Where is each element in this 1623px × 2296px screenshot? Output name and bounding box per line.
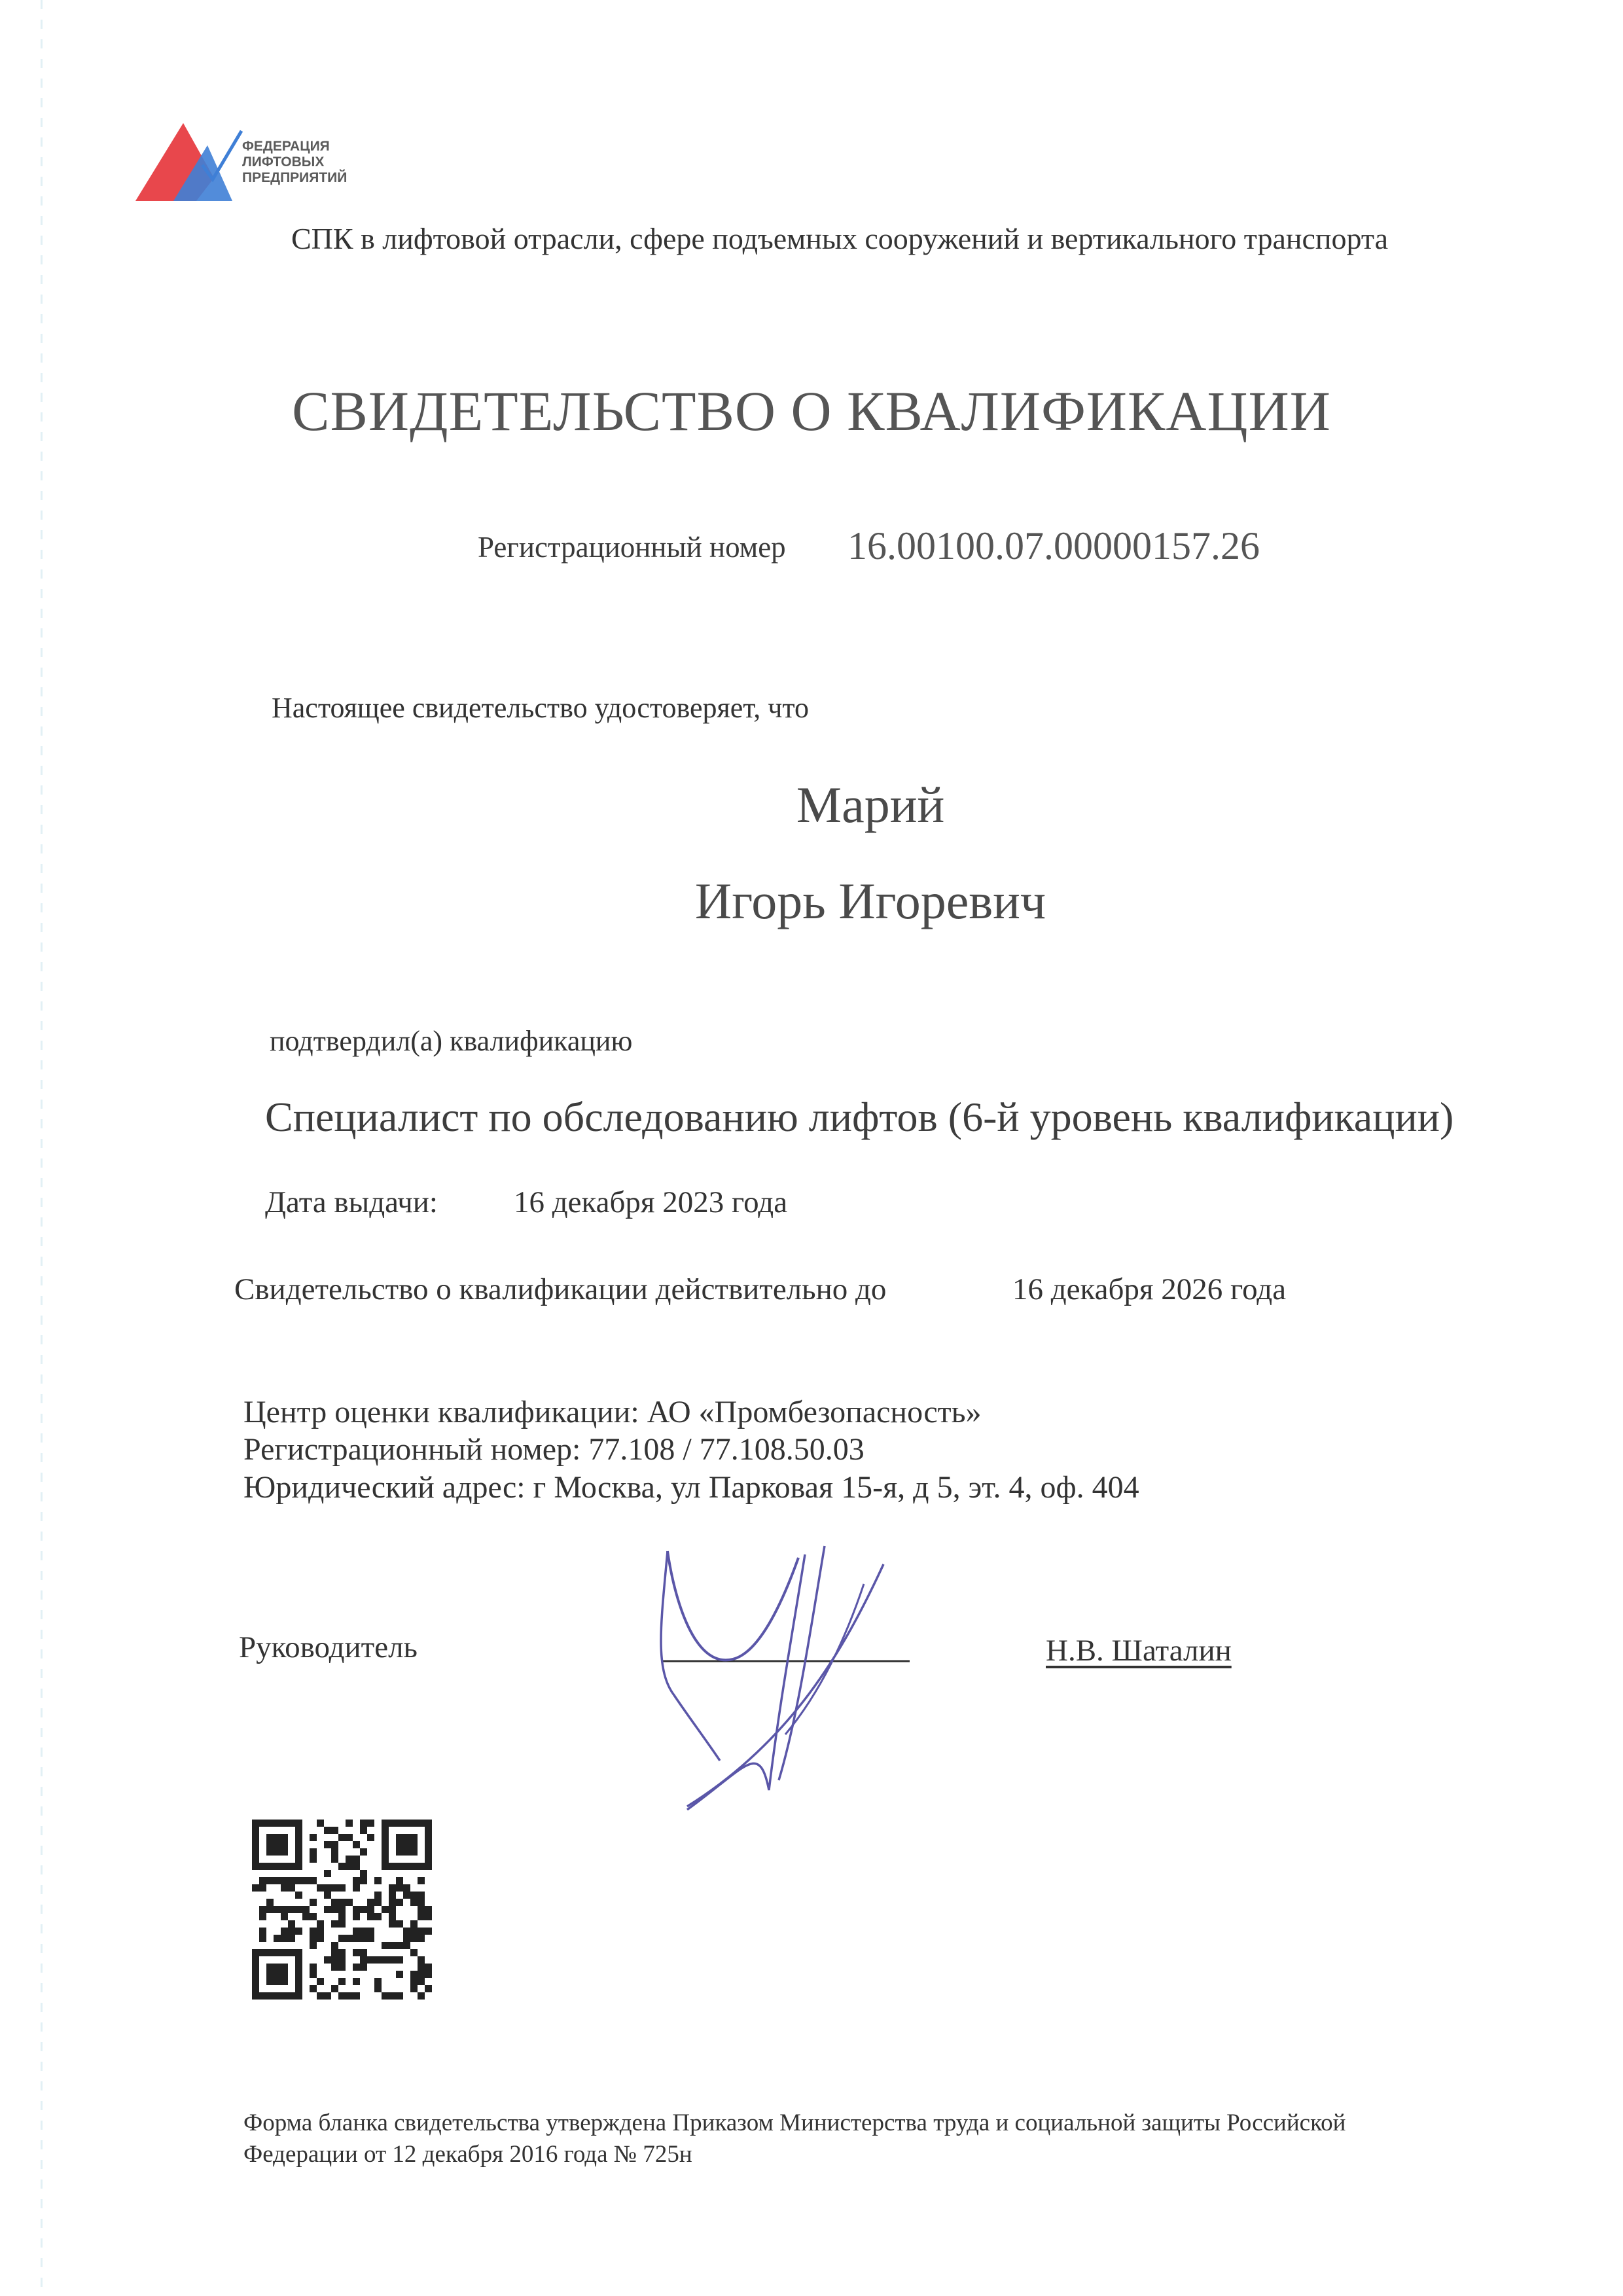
logo-text: ФЕДЕРАЦИЯ ЛИФТОВЫХ ПРЕДПРИЯТИЙ [242, 139, 348, 185]
assessment-center-name: Центр оценки квалификации: АО «Промбезопасность» [243, 1395, 982, 1429]
logo-triangle-icon [134, 119, 245, 204]
head-name: Н.В. Шаталин [1046, 1634, 1232, 1668]
holder-surname: Марий [796, 776, 945, 833]
holder-given-names: Игорь Игоревич [694, 872, 1046, 929]
document-title: СВИДЕТЕЛЬСТВО О КВАЛИФИКАЦИИ [292, 380, 1331, 442]
registration-number: 16.00100.07.00000157.26 [847, 524, 1260, 567]
handwritten-signature [648, 1545, 923, 1826]
assessment-center-reg-number: Регистрационный номер: 77.108 / 77.108.50.03 [243, 1432, 865, 1467]
qualification-title: Специалист по обследованию лифтов (6-й уровень квалификации) [265, 1094, 1454, 1140]
council-name: СПК в лифтовой отрасли, сфере подъемных сооружений и вертикального транспорта [291, 222, 1389, 255]
federation-logo [134, 119, 396, 204]
head-label: Руководитель [239, 1630, 418, 1664]
certifies-text: Настоящее свидетельство удостоверяет, что [272, 692, 810, 724]
issue-date-value: 16 декабря 2023 года [514, 1185, 788, 1219]
qr-code[interactable] [252, 1820, 432, 2000]
assessment-center-address: Юридический адрес: г Москва, ул Парковая 15-я, д 5, эт. 4, оф. 404 [243, 1470, 1139, 1505]
scan-edge-line [41, 0, 43, 2296]
validity-date-value: 16 декабря 2026 года [1012, 1272, 1287, 1306]
footer-line-2: Федерации от 12 декабря 2016 года № 725н [243, 2141, 692, 2168]
issue-date-label: Дата выдачи: [265, 1185, 438, 1219]
confirmed-text: подтвердил(а) квалификацию [270, 1025, 633, 1057]
validity-label: Свидетельство о квалификации действительно до [234, 1272, 887, 1306]
footer-line-1: Форма бланка свидетельства утверждена Приказом Министерства труда и социальной защиты Российской [243, 2109, 1346, 2136]
registration-label: Регистрационный номер [478, 531, 786, 564]
